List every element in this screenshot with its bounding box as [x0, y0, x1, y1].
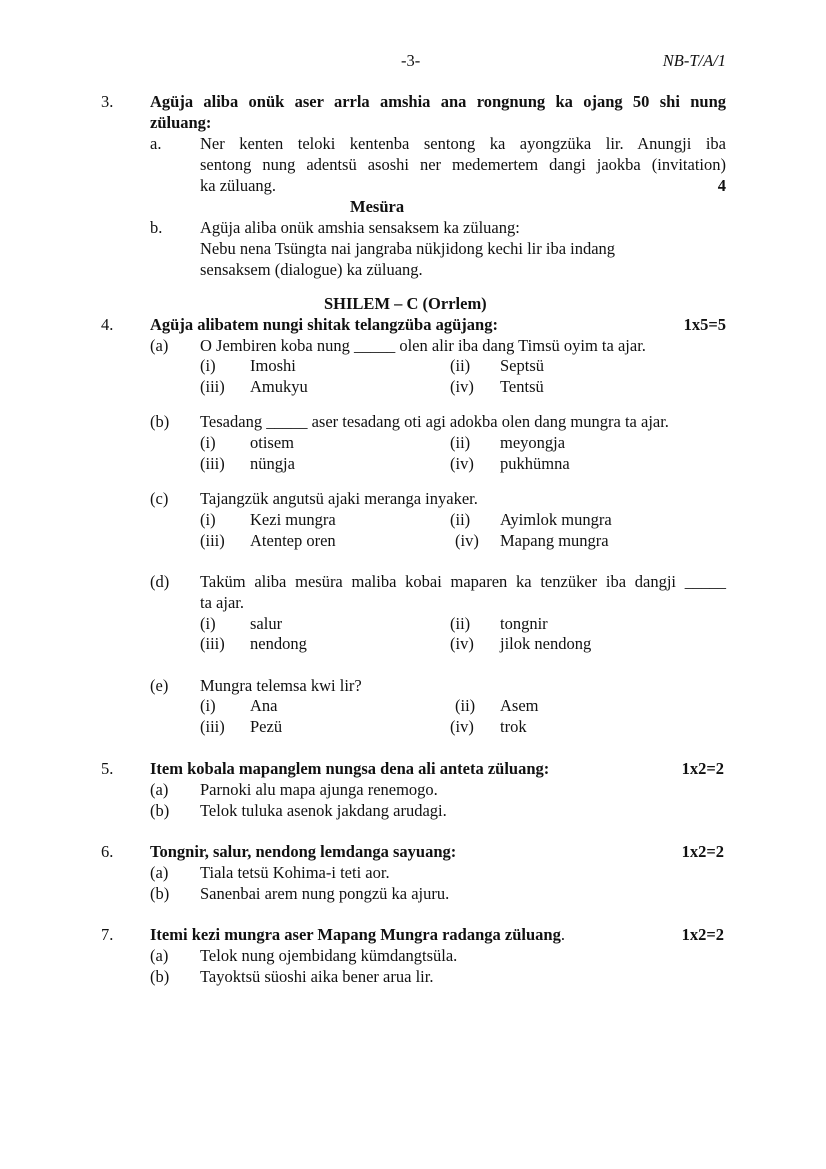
item-label: (a) [150, 780, 169, 799]
item-text: Telok nung ojembidang kümdangtsüla. [200, 946, 458, 965]
option-number: (iv) [450, 717, 474, 736]
item-label: (b) [150, 412, 170, 431]
subpart-text: sentong nung adentsü asoshi ner medemertem dangi jaokba (invitation) [200, 155, 726, 174]
item-text: Taküm aliba mesüra maliba kobai maparen ka tenzüker iba dangji _____ [200, 572, 726, 591]
option-number: (ii) [450, 356, 471, 375]
option-text: jilok nendong [500, 634, 592, 653]
item-text: Telok tuluka asenok jakdang arudagi. [200, 801, 447, 820]
option-text: Pezü [250, 717, 283, 736]
question-number: 5. [101, 759, 114, 778]
option-text: Ana [250, 696, 278, 715]
option-number: (iii) [200, 454, 225, 473]
question-title: Item kobala mapanglem nungsa dena ali anteta züluang: [150, 759, 550, 778]
option-text: Kezi mungra [250, 510, 336, 529]
option-text: pukhümna [500, 454, 570, 473]
question-title-cont: züluang: [150, 113, 212, 132]
marks: 1x2=2 [681, 842, 724, 861]
option-number: (i) [200, 614, 216, 633]
paper-code: NB-T/A/1 [662, 51, 726, 70]
option-number: (i) [200, 510, 216, 529]
option-text: Ayimlok mungra [500, 510, 612, 529]
option-text: Mapang mungra [500, 531, 609, 550]
marks: 4 [717, 176, 726, 195]
option-number: (ii) [455, 696, 476, 715]
or-separator: Mesüra [350, 197, 405, 216]
option-text: Asem [500, 696, 539, 715]
subpart-text: sensaksem (dialogue) ka züluang. [200, 260, 423, 279]
option-number: (iv) [450, 377, 474, 396]
question-number: 7. [101, 925, 114, 944]
option-number: (iii) [200, 531, 225, 550]
option-text: otisem [250, 433, 294, 452]
item-label: (c) [150, 489, 169, 508]
option-number: (i) [200, 356, 216, 375]
option-text: Amukyu [250, 377, 308, 396]
option-number: (iv) [450, 454, 474, 473]
option-number: (iii) [200, 717, 225, 736]
question-number: 3. [101, 92, 114, 111]
subpart-text: Nebu nena Tsüngta nai jangraba nükjidong kechi lir iba indang [200, 239, 616, 258]
question-title-period: . [560, 925, 565, 944]
option-text: Septsü [500, 356, 545, 375]
item-text: Parnoki alu mapa ajunga renemogo. [200, 780, 438, 799]
item-text-cont: ta ajar. [200, 593, 244, 612]
item-text: Sanenbai arem nung pongzü ka ajuru. [200, 884, 450, 903]
option-number: (ii) [450, 510, 471, 529]
item-text: Tiala tetsü Kohima-i teti aor. [200, 863, 390, 882]
question-number: 4. [101, 315, 114, 334]
item-label: (b) [150, 967, 170, 986]
option-number: (i) [200, 433, 216, 452]
subpart-text: Ner kenten teloki kentenba sentong ka ayongzüka lir. Anungji iba [200, 134, 726, 153]
option-number: (iii) [200, 377, 225, 396]
subpart-label: a. [150, 134, 162, 153]
option-text: Imoshi [250, 356, 296, 375]
option-text: trok [500, 717, 527, 736]
item-label: (b) [150, 801, 170, 820]
marks: 1x2=2 [681, 925, 724, 944]
option-number: (ii) [450, 614, 471, 633]
subpart-label: b. [150, 218, 163, 237]
question-title: Itemi kezi mungra aser Mapang Mungra radanga züluang [150, 925, 561, 944]
question-title: Agüja aliba onük aser arrla amshia ana rongnung ka ojang 50 shi nung [150, 92, 726, 111]
item-text: Tayoktsü süoshi aika bener arua lir. [200, 967, 434, 986]
subpart-text: ka züluang. [200, 176, 277, 195]
option-text: nüngja [250, 454, 295, 473]
question-title: Agüja alibatem nungi shitak telangzüba agüjang: [150, 315, 498, 334]
question-number: 6. [101, 842, 114, 861]
option-number: (iv) [455, 531, 479, 550]
option-text: salur [250, 614, 283, 633]
question-title: Tongnir, salur, nendong lemdanga sayuang: [150, 842, 457, 861]
item-label: (b) [150, 884, 170, 903]
marks: 1x5=5 [683, 315, 726, 334]
item-text: O Jembiren koba nung _____ olen alir iba dang Timsü oyim ta ajar. [200, 336, 646, 355]
option-text: Atentep oren [250, 531, 336, 550]
item-text: Tesadang _____ aser tesadang oti agi adokba olen dang mungra ta ajar. [200, 412, 669, 431]
option-text: tongnir [500, 614, 548, 633]
item-label: (e) [150, 676, 169, 695]
option-number: (iv) [450, 634, 474, 653]
question-title-wrap [150, 924, 565, 945]
section-title: SHILEM – C (Orrlem) [324, 294, 487, 313]
marks: 1x2=2 [681, 759, 724, 778]
item-text: Tajangzük angutsü ajaki meranga inyaker. [200, 489, 478, 508]
item-label: (a) [150, 863, 169, 882]
option-number: (ii) [450, 433, 471, 452]
option-text: meyongja [500, 433, 566, 452]
item-label: (a) [150, 336, 169, 355]
item-label: (d) [150, 572, 170, 591]
option-text: nendong [250, 634, 307, 653]
option-text: Tentsü [500, 377, 544, 396]
page-number: -3- [401, 51, 421, 70]
option-number: (iii) [200, 634, 225, 653]
subpart-text: Agüja aliba onük amshia sensaksem ka züluang: [200, 218, 520, 237]
option-number: (i) [200, 696, 216, 715]
item-label: (a) [150, 946, 169, 965]
item-text: Mungra telemsa kwi lir? [200, 676, 362, 695]
